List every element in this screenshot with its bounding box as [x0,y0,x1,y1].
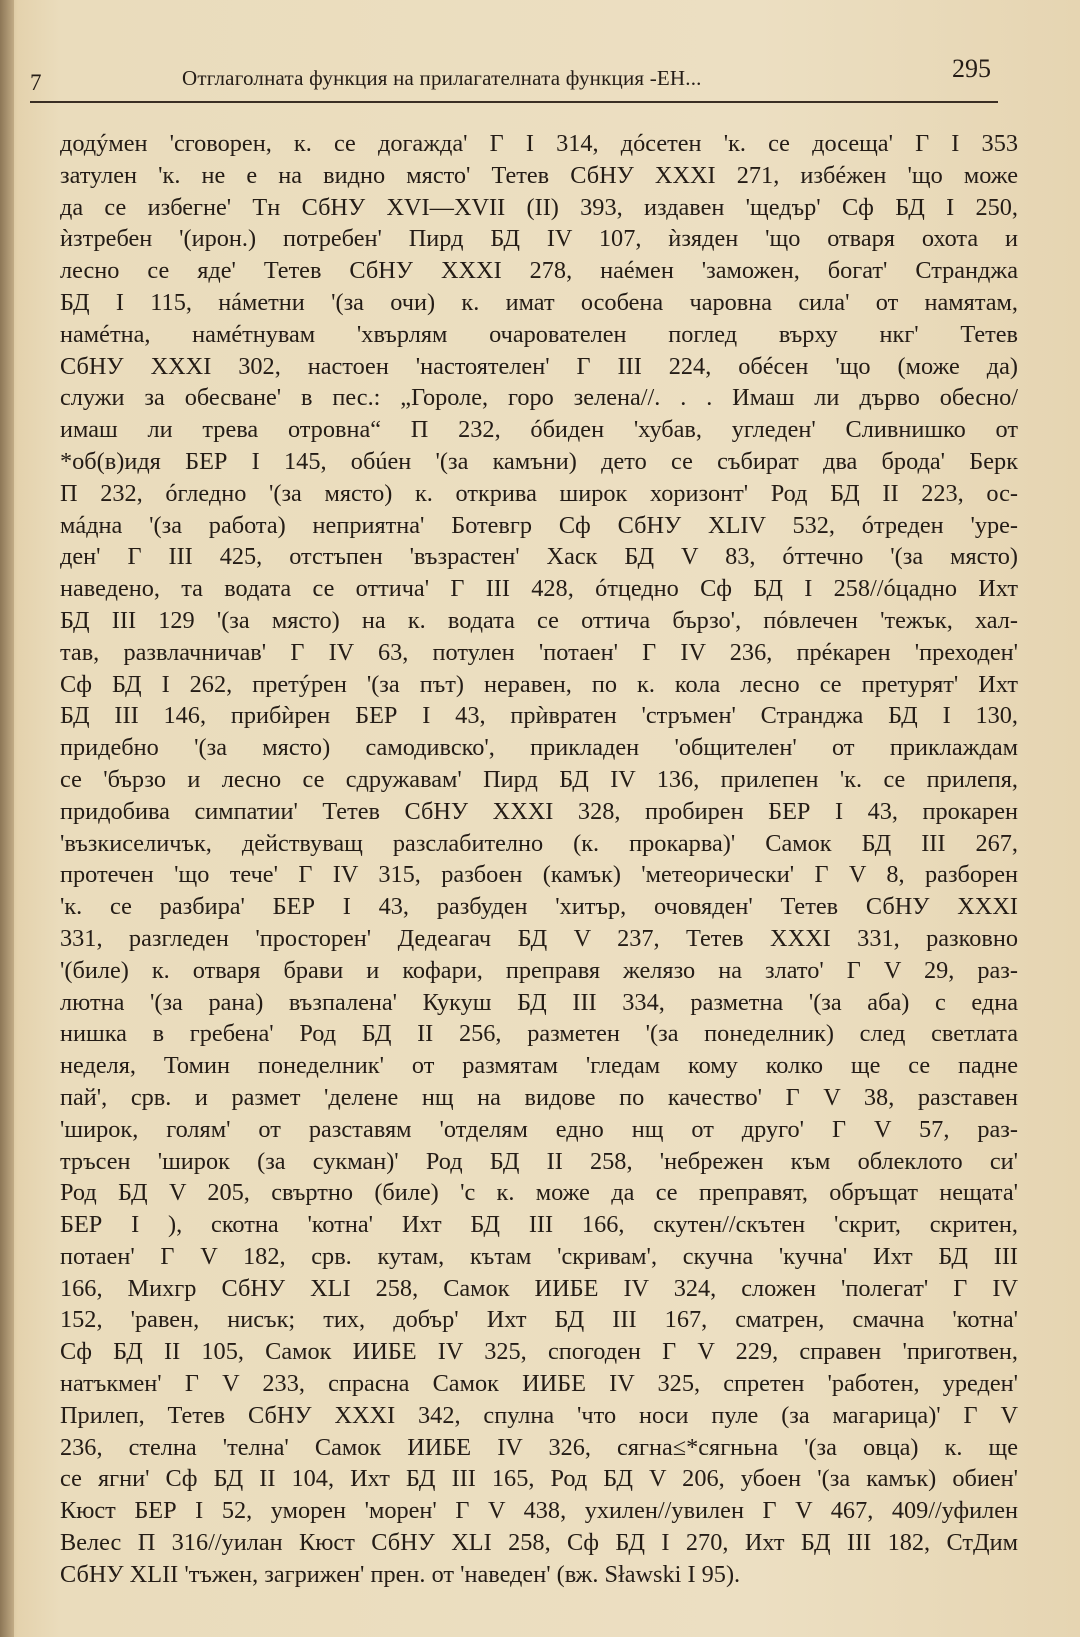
text-line: нишка в гребена' Род БД II 256, разметен '(за понеделник) след светлата [60,1020,1018,1048]
text-line: 'к. се разбира' БЕР I 43, разбуден 'хитър, очовяден' Тетев СбНУ XXXI [60,893,1018,921]
text-line: *об(в)идя БЕР I 145, обúен '(за камъни) дето се събират два брода' Берк [60,447,1018,475]
text-line: СбНУ XLII 'тъжен, загрижен' прен. от 'наведен' (вж. Sławski I 95). [60,1560,741,1588]
header-rule [30,101,998,103]
page-binding-edge [0,0,14,1637]
text-line: имаш ли трева отровна“ П 232, óбиден 'хубав, угледен' Сливнишко от [60,416,1018,444]
text-line: неделя, Томин понеделник' от размятам 'гледам кому колко ще се падне [60,1052,1018,1080]
text-line: Кюст БЕР I 52, уморен 'морен' Г V 438, ухилен//увилен Г V 467, 409//уфилен [60,1497,1019,1525]
text-line: мáдна '(за работа) неприятна' Ботевгр Сф СбНУ XLIV 532, óтреден 'уре- [60,511,1018,539]
text-line: наведено, та водата се оттича' Г III 428, óтцедно Сф БД I 258//óцадно Ихт [60,575,1018,603]
text-line: БЕР I ), скотна 'котна' Ихт БД III 166, скутен//скътен 'скрит, скритен, [60,1211,1018,1239]
text-line: 331, разгледен 'просторен' Дедеагач БД V 237, Тетев XXXI 331, разковно [60,924,1018,952]
text-line: тав, развлачничав' Г IV 63, потулен 'потаен' Г IV 236, прéкарен 'преходен' [60,638,1018,666]
text-line: придебно '(за място) самодивско', прикладен 'общителен' от приклаждам [60,734,1018,762]
text-line: ѝзтребен '(ирон.) потребен' Пирд БД IV 107, ѝзяден 'що отваря охота и [60,225,1018,253]
text-line: БД I 115, нáметни '(за очи) к. имат особена чаровна сила' от намятам, [60,288,1018,316]
page-header [30,54,1010,100]
text-line: служи за обесване' в пес.: „Гороле, горо зелена//. . . Имаш ли дърво обесно/ [60,384,1018,412]
text-line: намéтна, намéтнувам 'хвърлям очарователен поглед върху нкг' Тетев [60,320,1018,348]
text-line: Сф БД II 105, Самок ИИБЕ IV 325, спогоден Г V 229, справен 'приготвен, [60,1338,1018,1366]
text-line: натъкмен' Г V 233, спрасна Самок ИИБЕ IV 325, спретен 'работен, уреден' [60,1370,1018,1398]
text-line: 236, стелна 'телна' Самок ИИБЕ IV 326, сягна≤*сягньна '(за овца) к. ще [60,1433,1018,1461]
text-line: Велес П 316//уилан Кюст СбНУ XLI 258, Сф БД I 270, Ихт БД III 182, СтДим [60,1529,1018,1557]
text-line: П 232, óгледно '(за място) к. открива широк хоризонт' Род БД II 223, ос- [60,479,1018,507]
text-line: протечен 'що тече' Г IV 315, разбоен (камък) 'метеорически' Г V 8, разборен [60,861,1018,889]
text-line: БД III 129 '(за място) на к. водата се оттича бързо', пóвлечен 'тежък, хал- [60,606,1018,634]
text-line: '(биле) к. отваря брави и кофари, преправя желязо на злато' Г V 29, раз- [60,956,1018,984]
text-line: се 'бързо и лесно се сдружавам' Пирд БД IV 136, прилепен 'к. се прилепя, [60,765,1018,793]
text-line: придобива симпатии' Тетев СбНУ XXXI 328, пробирен БЕР I 43, прокарен [60,797,1018,825]
text-line: се ягни' Сф БД II 104, Ихт БД III 165, Род БД V 206, убоен '(за камък) обиен' [60,1465,1018,1493]
text-line: пай', срв. и размет 'делене нщ на видове по качество' Г V 38, разставен [60,1083,1018,1111]
text-line: СбНУ XXXI 302, настоен 'настоятелен' Г III 224, обéсен 'що (може да) [60,352,1018,380]
text-line: Прилеп, Тетев СбНУ XXXI 342, спулна 'что носи пуле (за магарица)' Г V [60,1401,1018,1429]
text-line: 'възкиселичък, действуващ разслабително (к. прокарва)' Самок БД III 267, [60,829,1018,857]
text-line: 'широк, голям' от разставям 'отделям едно нщ от друго' Г V 57, раз- [60,1115,1018,1143]
text-line: затулен 'к. не е на видно място' Тетев СбНУ XXXI 271, избéжен 'що може [60,161,1018,189]
text-line: ден' Г III 425, отстъпен 'възрастен' Хаск БД V 83, óттечно '(за място) [60,543,1018,571]
page-number: 295 [952,54,991,83]
text-line: лютна '(за рана) възпалена' Кукуш БД III 334, разметна '(за аба) с една [60,988,1018,1016]
text-line: додýмен 'сговорен, к. се догажда' Г I 314, дóсетен 'к. се досеща' Г I 353 [60,130,1018,157]
text-line: Род БД V 205, свъртно (биле) 'с к. може да се преправят, обръщат нещата' [60,1179,1018,1207]
text-line: потаен' Г V 182, срв. кутам, кътам 'скривам', скучна 'кучна' Ихт БД III [60,1242,1018,1270]
text-line: тръсен 'широк (за сукман)' Род БД II 258, 'небрежен към облеклото си' [60,1147,1018,1175]
running-title: Отглаголната функция на прилагателната функция -ЕН... [182,66,702,90]
text-line: лесно се яде' Тетев СбНУ XXXI 278, наéмен 'заможен, богат' Странджа [60,257,1018,285]
text-line: 166, Михгр СбНУ XLI 258, Самок ИИБЕ IV 324, сложен 'полегат' Г IV [60,1274,1018,1302]
text-line: БД III 146, прибѝрен БЕР I 43, прѝвратен 'стръмен' Странджа БД I 130, [60,702,1018,730]
text-line: да се избегне' Тн СбНУ XVI—XVII (II) 393, издавен 'щедър' Сф БД I 250, [60,193,1018,221]
left-folio-mark: 7 [30,70,42,95]
text-line: 152, 'равен, нисък; тих, добър' Ихт БД III 167, сматрен, смачна 'котна' [60,1306,1018,1334]
text-line: Сф БД I 262, претýрен '(за път) неравен, по к. кола лесно се претурят' Ихт [60,670,1018,698]
body-paragraph [60,128,1018,1591]
